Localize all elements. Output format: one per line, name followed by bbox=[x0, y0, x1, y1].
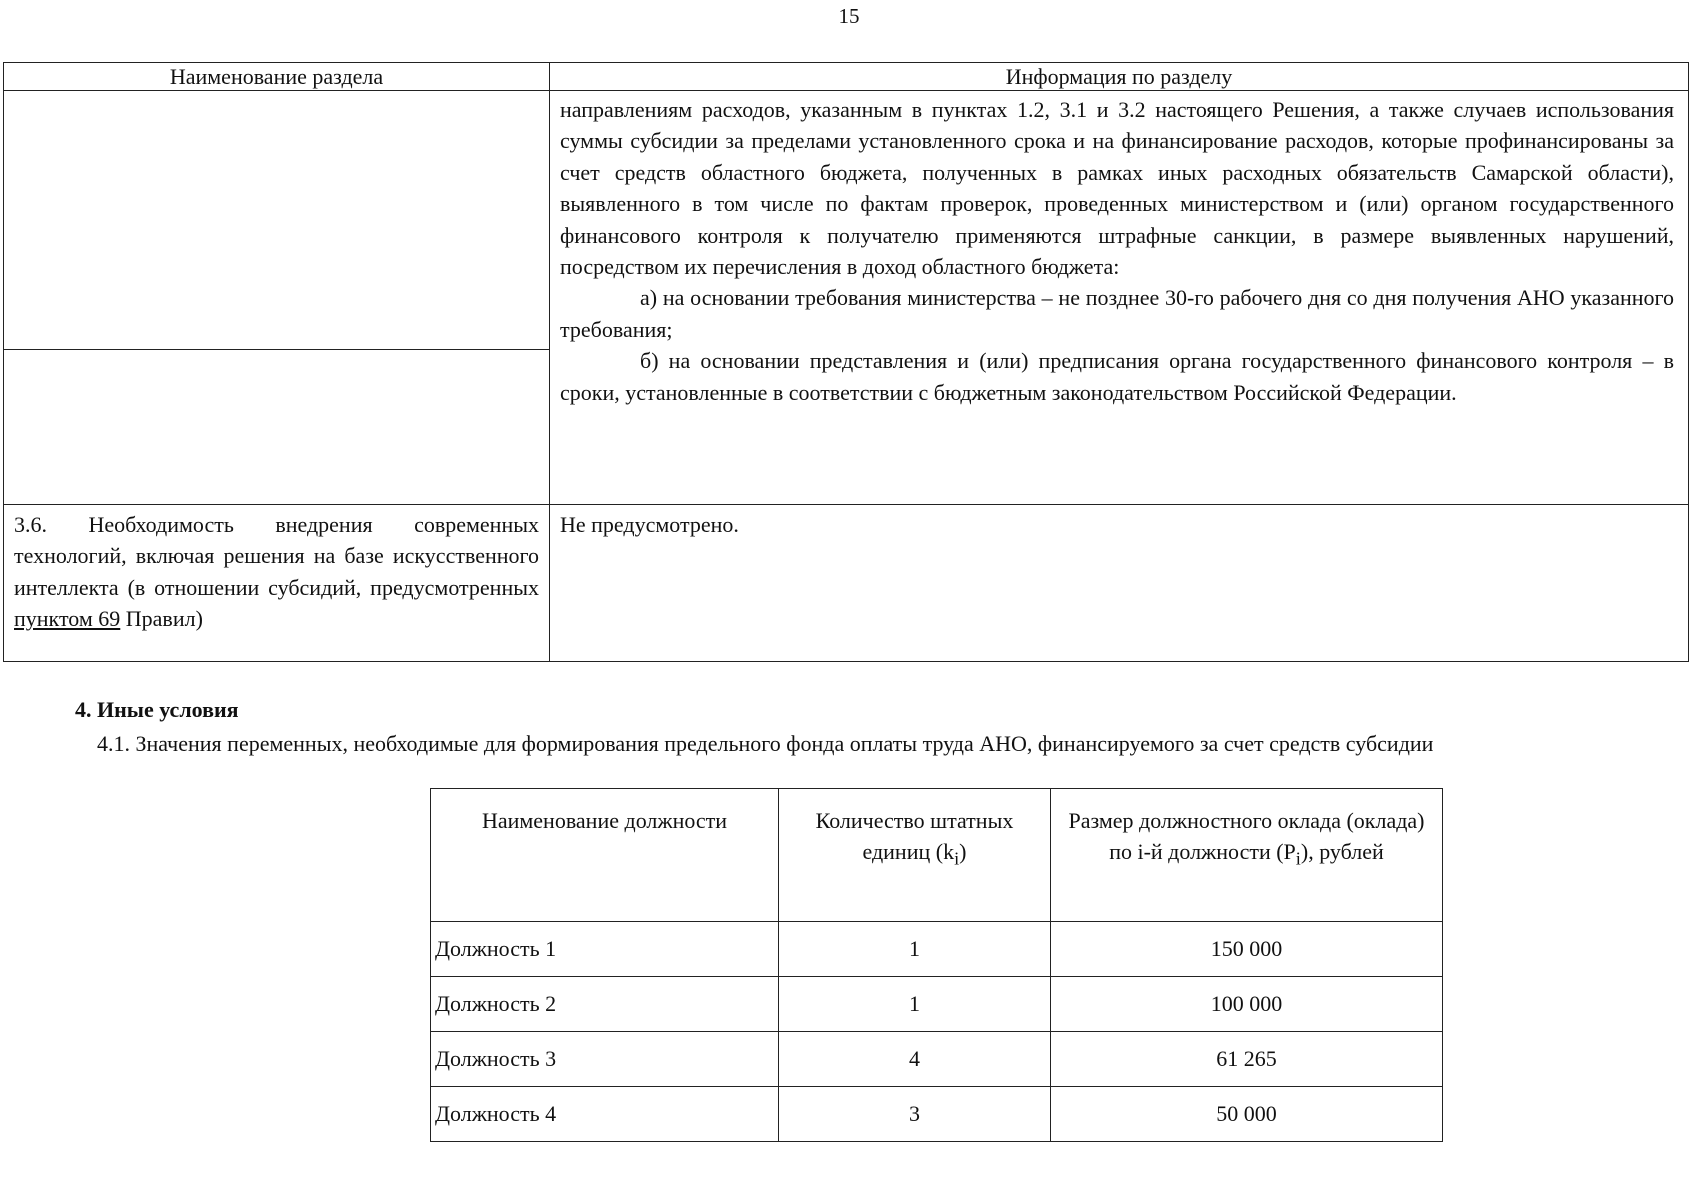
table-row bbox=[431, 1087, 1443, 1142]
section-4-heading: 4. Иные условия bbox=[75, 697, 239, 722]
table-row bbox=[431, 1032, 1443, 1087]
salary-cell: 100 000 bbox=[1051, 977, 1443, 1032]
left-cell-divider bbox=[4, 349, 549, 350]
count-header-main: Количество штатных единиц (k bbox=[815, 808, 1014, 864]
row-3-6-name bbox=[14, 509, 539, 635]
count-header-tail: ) bbox=[959, 839, 967, 864]
position-cell: Должность 4 bbox=[431, 1087, 779, 1142]
staff-table-header-row bbox=[431, 789, 1443, 922]
staff-table bbox=[430, 788, 1443, 1142]
row-divider bbox=[4, 504, 1688, 505]
position-cell: Должность 2 bbox=[431, 977, 779, 1032]
header-divider bbox=[4, 90, 1688, 91]
section-table bbox=[3, 62, 1689, 662]
position-cell: Должность 3 bbox=[431, 1032, 779, 1087]
count-header-sub: i bbox=[954, 848, 960, 869]
row-3-6-name-tail: Правил) bbox=[125, 606, 203, 632]
salary-cell: 50 000 bbox=[1051, 1087, 1443, 1142]
count-cell: 1 bbox=[779, 977, 1051, 1032]
section-info-text bbox=[560, 94, 1674, 408]
salary-header bbox=[1051, 789, 1443, 922]
count-cell: 1 bbox=[779, 922, 1051, 977]
section-4-paragraph: 4.1. Значения переменных, необходимые для формирования предельного фонда оплаты труда АНО, финансируемого за счет средств субсидии bbox=[97, 731, 1434, 756]
salary-header-main: Размер должностного оклада (оклада) по i-й должности (P bbox=[1068, 808, 1425, 864]
count-cell: 3 bbox=[779, 1087, 1051, 1142]
salary-header-sub: i bbox=[1295, 848, 1301, 869]
section-name-header: Наименование раздела bbox=[169, 64, 384, 89]
section-info-header: Информация по разделу bbox=[1005, 64, 1233, 89]
item-b: б) на основании представления и (или) предписания органа государственного финансового контроля – в сроки, установленные в соответствии с бюджетным законодательством Российской Федерации. bbox=[560, 348, 1674, 405]
salary-header-tail: ), рублей bbox=[1300, 839, 1384, 864]
salary-cell: 61 265 bbox=[1051, 1032, 1443, 1087]
count-header bbox=[779, 789, 1051, 922]
rule-link[interactable]: пунктом 69 bbox=[14, 606, 121, 632]
position-header: Наименование должности bbox=[431, 789, 779, 922]
column-divider bbox=[549, 63, 550, 661]
table-row bbox=[431, 977, 1443, 1032]
continued-paragraph: направлениям расходов, указанным в пунктах 1.2, 3.1 и 3.2 настоящего Решения, а также случаев использования суммы субсидии за пределами установленного срока и на финансирование расходов, которые профинансированы за счет средств областного бюджета, полученных в рамках иных расходных обязательств Самарской области), выявленного в том числе по фактам проверок, проведенных министерством и (или) органом государственного финансового контроля к получателю применяются штрафные санкции, в размере выявленных нарушений, посредством их перечисления в доход областного бюджета: bbox=[560, 97, 1674, 280]
salary-cell: 150 000 bbox=[1051, 922, 1443, 977]
row-3-6-name-text: 3.6. Необходимость внедрения современных технологий, включая решения на базе искусственного интеллекта (в отношении субсидий, предусмотренных bbox=[14, 512, 539, 600]
row-3-6-info: Не предусмотрено. bbox=[560, 512, 739, 537]
page-number: 15 bbox=[838, 4, 860, 28]
item-a: а) на основании требования министерства – не позднее 30-го рабочего дня со дня получения АНО указанного требования; bbox=[560, 285, 1674, 342]
table-row bbox=[431, 922, 1443, 977]
count-cell: 4 bbox=[779, 1032, 1051, 1087]
position-cell: Должность 1 bbox=[431, 922, 779, 977]
